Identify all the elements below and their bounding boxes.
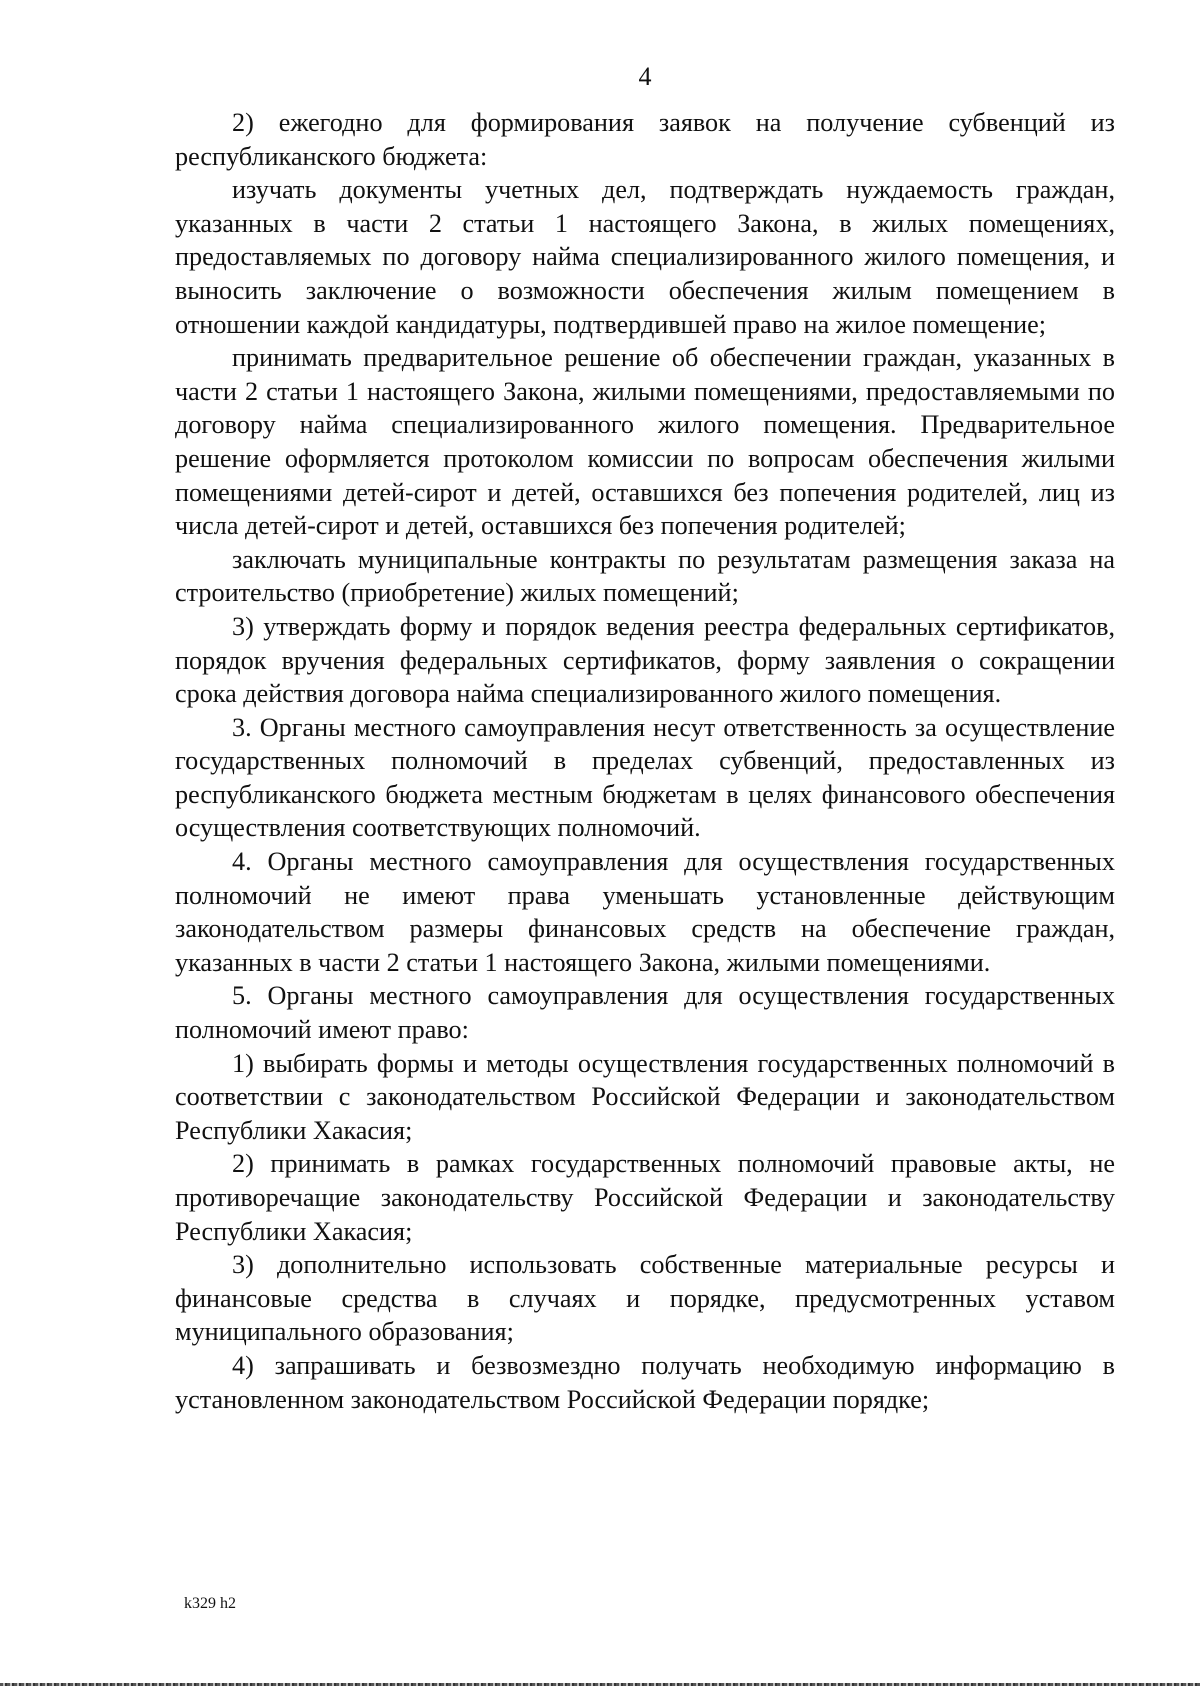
- paragraph-section-4-no-reduction: 4. Органы местного самоуправления для осуществления государственных полномочий не имеют права уменьшать установленные действующим законодательством размеры финансовых средств на обеспечение граждан, указанных в части 2 статьи 1 настоящего Закона, жилыми помещениями.: [175, 847, 1115, 977]
- paragraph-right-3-own-resources: 3) дополнительно использовать собственные материальные ресурсы и финансовые средства в случаях и порядке, предусмотренных уставом муниципального образования;: [175, 1250, 1115, 1347]
- paragraph-section-5-rights: 5. Органы местного самоуправления для осуществления государственных полномочий имеют право:: [175, 981, 1115, 1045]
- paragraph-3-certificates-register: 3) утверждать форму и порядок ведения реестра федеральных сертификатов, порядок вручения федеральных сертификатов, форму заявления о сокращении срока действия договора найма специализированного жилого помещения.: [175, 611, 1115, 709]
- paragraph-municipal-contracts: заключать муниципальные контракты по результатам размещения заказа на строительство (приобретение) жилых помещений;: [175, 544, 1115, 608]
- paragraph-section-3-responsibility: 3. Органы местного самоуправления несут ответственность за осуществление государственных полномочий в пределах субвенций, предоставленных из республиканского бюджета местным бюджетам в целях финансового обеспечения осуществления соответствующих полномочий.: [175, 712, 1115, 843]
- page-number: 4: [638, 62, 652, 91]
- paragraph-study-documents: изучать документы учетных дел, подтверждать нуждаемость граждан, указанных в части 2 статьи 1 настоящего Закона, в жилых помещениях, предоставляемых по договору найма специализированного жилого помещения, и выносить заключение о возможности обеспечения жилым помещением в отношении каждой кандидатуры, подтвердившей право на жилое помещение;: [175, 175, 1115, 339]
- paragraph-preliminary-decision: принимать предварительное решение об обеспечении граждан, указанных в части 2 статьи 1 настоящего Закона, жилыми помещениями, предоставляемыми по договору найма специализированного жилого помещения. Предварительное решение оформляется протоколом комиссии по вопросам обеспечения жилыми помещениями детей-сирот и детей, оставшихся без попечения родителей, лиц из числа детей-сирот и детей, оставшихся без попечения родителей;: [175, 343, 1115, 541]
- paragraph-right-2-legal-acts: 2) принимать в рамках государственных полномочий правовые акты, не противоречащие законодательству Российской Федерации и законодательству Республики Хакасия;: [175, 1149, 1115, 1246]
- paragraph-2-subvention-requests: 2) ежегодно для формирования заявок на получение субвенций из республиканского бюджета:: [175, 108, 1115, 171]
- paragraph-right-1-forms-methods: 1) выбирать формы и методы осуществления государственных полномочий в соответствии с законодательством Российской Федерации и законодательством Республики Хакасия;: [175, 1048, 1115, 1145]
- document-body: [175, 106, 1115, 1416]
- paragraph-right-4-request-info: 4) запрашивать и безвозмездно получать необходимую информацию в установленном законодательством Российской Федерации порядке;: [175, 1350, 1115, 1414]
- document-code: k329 h2: [184, 1595, 236, 1612]
